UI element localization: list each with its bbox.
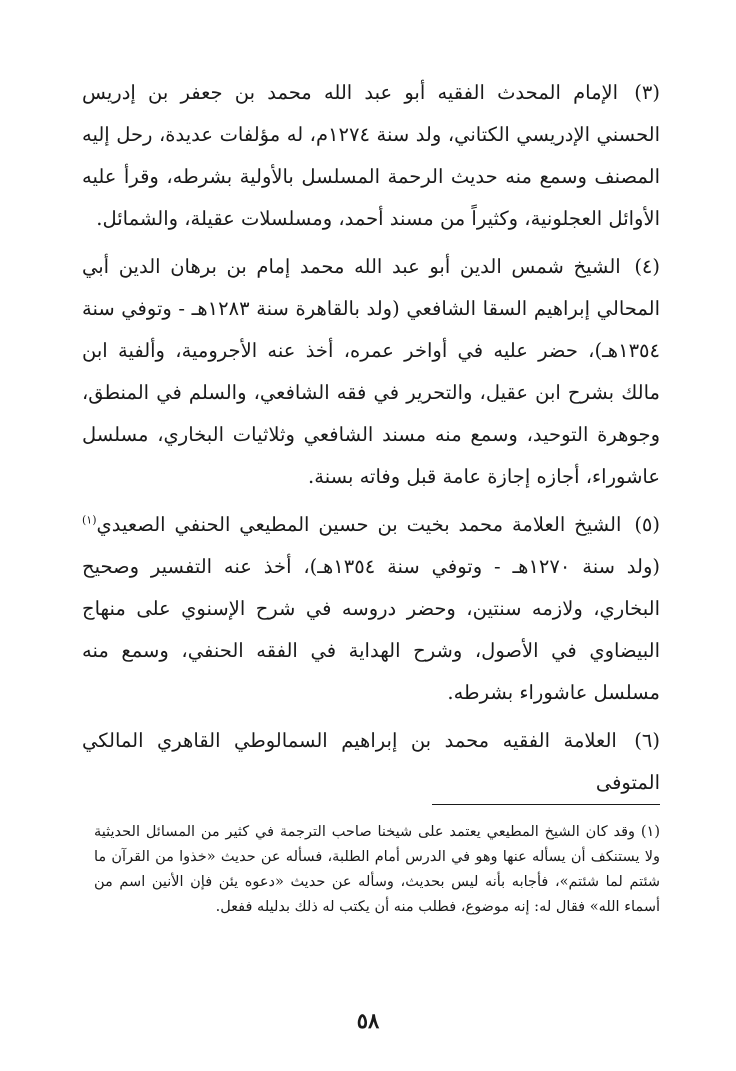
entry-number: (٣): [634, 81, 660, 104]
entry-5: [82, 504, 660, 714]
entry-4: [82, 246, 660, 498]
main-text: [82, 72, 660, 804]
entry-text: الإمام المحدث الفقيه أبو عبد الله محمد بن جعفر بن إدريس الحسني الإدريسي الكتاني، ولد سنة ١٢٧٤م، له مؤلفات عديدة، رحل إليه المصنف وسمع منه حديث الرحمة المسلسل بالأولية بشرطه، وقرأ عليه الأوائل العجلونية، وكثيراً من مسند أحمد، ومسلسلات عقيلة، والشمائل.: [82, 81, 661, 230]
entry-6: [82, 720, 660, 804]
entry-text: الشيخ شمس الدين أبو عبد الله محمد إمام بن برهان الدين أبي المحالي إبراهيم السقا الشافعي (ولد بالقاهرة سنة ١٢٨٣هـ - وتوفي سنة ١٣٥٤هـ)، حضر عليه في أواخر عمره، أخذ عنه الأجرومية، وألفية ابن مالك بشرح ابن عقيل، والتحرير في فقه الشافعي، والسلم في المنطق، وجوهرة التوحيد، وسمع منه مسند الشافعي وثلاثيات البخاري، مسلسل عاشوراء، أجازه إجازة عامة قبل وفاته بسنة.: [82, 255, 660, 488]
footnote-reference: (١): [82, 513, 97, 527]
entry-text-continued: (ولد سنة ١٢٧٠هـ - وتوفي سنة ١٣٥٤هـ)، أخذ عنه التفسير وصحيح البخاري، ولازمه سنتين، وحضر دروسه في شرح الإسنوي على منهاج البيضاوي في الأصول، وشرح الهداية في الفقه الحنفي، وسمع منه مسلسل عاشوراء بشرطه.: [82, 555, 660, 704]
entry-3: [82, 72, 660, 240]
footnote-number: (١): [640, 824, 661, 840]
page-number: ٥٨: [356, 1008, 380, 1033]
entry-number: (٦): [634, 729, 660, 752]
footnote-text: وقد كان الشيخ المطيعي يعتمد على شيخنا صاحب الترجمة في كثير من المسائل الحديثية ولا يستنكف أن يسأله عنها وهو في الدرس أمام الطلبة، فسأله عن حديث «خذوا من القرآن ما شئتم لما شئتم»، فأجابه بأنه ليس بحديث، وسأله عن حديث «دعوه يئن فإن الأنين اسم من أسماء الله» فقال له: إنه موضوع، فطلب منه أن يكتب له ذلك بدليله ففعل.: [94, 824, 660, 915]
entry-text: الشيخ العلامة محمد بخيت بن حسين المطيعي الحنفي الصعيدي: [96, 513, 622, 536]
entry-number: (٤): [634, 255, 661, 278]
entry-number: (٥): [634, 513, 661, 536]
footnote-separator: [432, 804, 660, 805]
footnote: [94, 820, 660, 920]
entry-text: العلامة الفقيه محمد بن إبراهيم السمالوطي القاهري المالكي المتوفى: [82, 729, 660, 794]
